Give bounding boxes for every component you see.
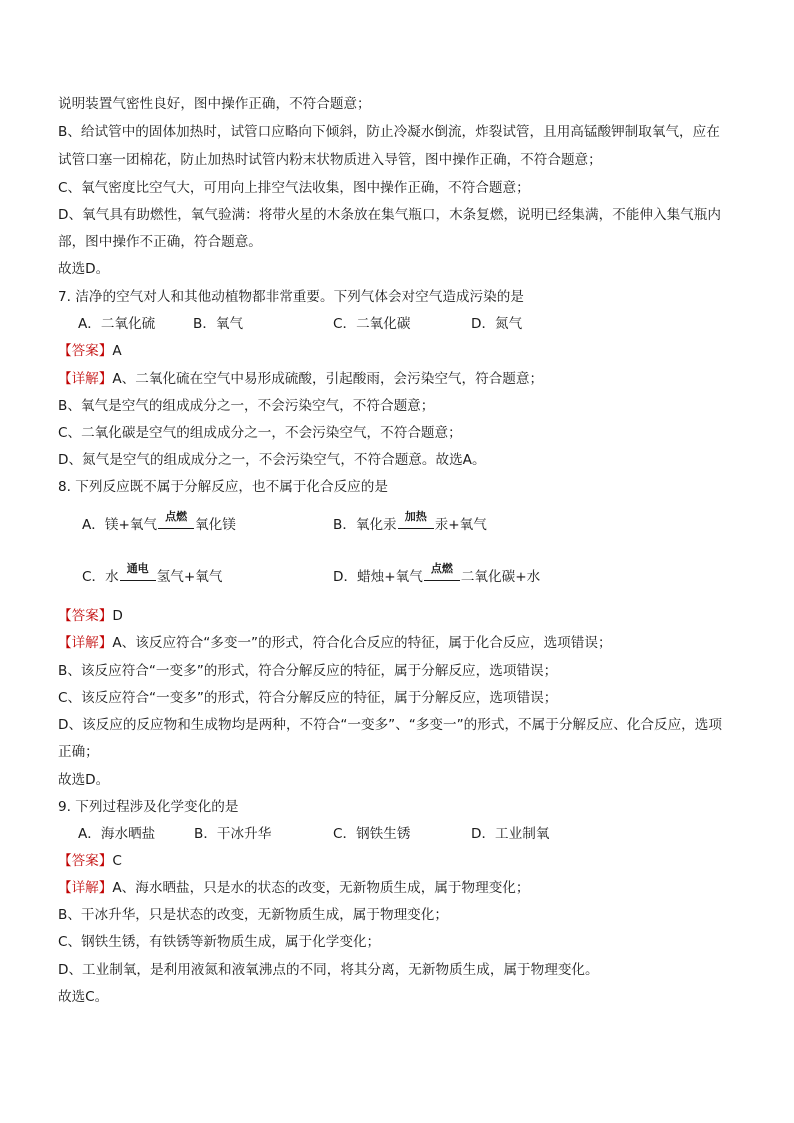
answer-tag: 【答案】 <box>58 343 113 359</box>
q8-detail-3: C、该反应符合“一变多”的形式，符合分解反应的特征，属于分解反应，选项错误； <box>58 690 558 706</box>
detail-text: A、海水晒盐，只是水的状态的改变，无新物质生成，属于物理变化； <box>112 880 530 896</box>
question-9-stem: 9. 下列过程涉及化学变化的是 <box>58 799 239 815</box>
q9-option-b: B．干冰升华 <box>194 826 272 842</box>
q8-detail-1 <box>58 634 612 652</box>
question-8-stem: 8. 下列反应既不属于分解反应，也不属于化合反应的是 <box>58 479 388 495</box>
text-line: 部，图中操作不正确，符合题意。 <box>58 234 262 250</box>
q8-option-d <box>333 562 541 586</box>
reaction-arrow <box>423 562 461 586</box>
q9-detail-4: D、工业制氧，是利用液氮和液氧沸点的不同，将其分离，无新物质生成，属于物理变化。 <box>58 962 599 978</box>
q8-option-a <box>82 510 236 534</box>
q7-detail-4: D、氮气是空气的组成成分之一，不会污染空气，不符合题意。故选A。 <box>58 452 486 468</box>
q9-answer <box>58 852 122 870</box>
q7-answer <box>58 342 122 360</box>
reactants: C．水 <box>82 569 119 585</box>
q9-detail-3: C、钢铁生锈，有铁锈等新物质生成，属于化学变化； <box>58 934 381 950</box>
reaction-arrow <box>397 510 435 534</box>
text-line: B、给试管中的固体加热时，试管口应略向下倾斜，防止冷凝水倒流，炸裂试管，且用高锰酸钾制取氧气，应在 <box>58 124 720 140</box>
text-line: 故选D。 <box>58 261 110 277</box>
q9-detail-1 <box>58 879 530 897</box>
q8-option-c <box>82 562 223 586</box>
reactants: A．镁+氧气 <box>82 517 158 533</box>
q9-conclusion: 故选C。 <box>58 989 109 1005</box>
products: 汞+氧气 <box>434 517 487 533</box>
reaction-condition: 加热 <box>404 510 427 523</box>
answer-value: C <box>112 853 122 869</box>
detail-tag: 【详解】 <box>58 880 113 896</box>
detail-text: A、该反应符合“多变一”的形式，符合化合反应的特征，属于化合反应，选项错误； <box>112 635 612 651</box>
text-line: C、氧气密度比空气大，可用向上排空气法收集，图中操作正确，不符合题意； <box>58 180 530 196</box>
q7-option-a: A．二氧化硫 <box>78 316 156 332</box>
reactants: D．蜡烛+氧气 <box>333 569 423 585</box>
q9-option-c: C．钢铁生锈 <box>333 826 411 842</box>
q8-option-b <box>333 510 487 534</box>
q7-option-b: B．氧气 <box>193 316 244 332</box>
answer-tag: 【答案】 <box>58 608 113 624</box>
q8-answer <box>58 607 123 625</box>
products: 二氧化碳+水 <box>460 569 541 585</box>
q9-detail-2: B、干冰升华，只是状态的改变，无新物质生成，属于物理变化； <box>58 907 448 923</box>
q7-option-d: D．氮气 <box>471 316 523 332</box>
q7-detail-3: C、二氧化碳是空气的组成成分之一，不会污染空气，不符合题意； <box>58 425 462 441</box>
q8-detail-5: 正确； <box>58 744 99 760</box>
q9-option-a: A．海水晒盐 <box>78 826 156 842</box>
answer-tag: 【答案】 <box>58 853 113 869</box>
reaction-arrow <box>157 510 195 534</box>
q8-detail-4: D、该反应的反应物和生成物均是两种，不符合“一变多”、“多变一”的形式，不属于分解反应、化合反应，选项 <box>58 717 722 733</box>
text-line: 试管口塞一团棉花，防止加热时试管内粉末状物质进入导管，图中操作正确，不符合题意； <box>58 152 602 168</box>
q7-detail-2: B、氧气是空气的组成成分之一，不会污染空气，不符合题意； <box>58 398 435 414</box>
detail-tag: 【详解】 <box>58 635 113 651</box>
question-7-stem: 7. 洁净的空气对人和其他动植物都非常重要。下列气体会对空气造成污染的是 <box>58 289 524 305</box>
products: 氧化镁 <box>195 517 236 533</box>
q7-option-c: C．二氧化碳 <box>333 316 411 332</box>
q9-option-d: D．工业制氧 <box>471 826 550 842</box>
detail-tag: 【详解】 <box>58 371 113 387</box>
detail-text: A、二氧化硫在空气中易形成硫酸，引起酸雨，会污染空气，符合题意； <box>112 371 544 387</box>
reaction-condition: 点燃 <box>165 510 188 523</box>
answer-value: D <box>112 608 123 624</box>
text-line: 说明装置气密性良好，图中操作正确，不符合题意； <box>58 96 371 112</box>
reactants: B．氧化汞 <box>333 517 397 533</box>
text-line: D、氧气具有助燃性，氧气验满：将带火星的木条放在集气瓶口，木条复燃，说明已经集满，不能伸入集气瓶内 <box>58 207 721 223</box>
reaction-arrow <box>119 562 157 586</box>
q7-detail-1 <box>58 370 543 388</box>
reaction-condition: 通电 <box>126 562 149 575</box>
reaction-condition: 点燃 <box>430 562 453 575</box>
q8-detail-2: B、该反应符合“一变多”的形式，符合分解反应的特征，属于分解反应，选项错误； <box>58 663 558 679</box>
q8-conclusion: 故选D。 <box>58 772 110 788</box>
answer-value: A <box>112 343 122 359</box>
products: 氢气+氧气 <box>156 569 223 585</box>
